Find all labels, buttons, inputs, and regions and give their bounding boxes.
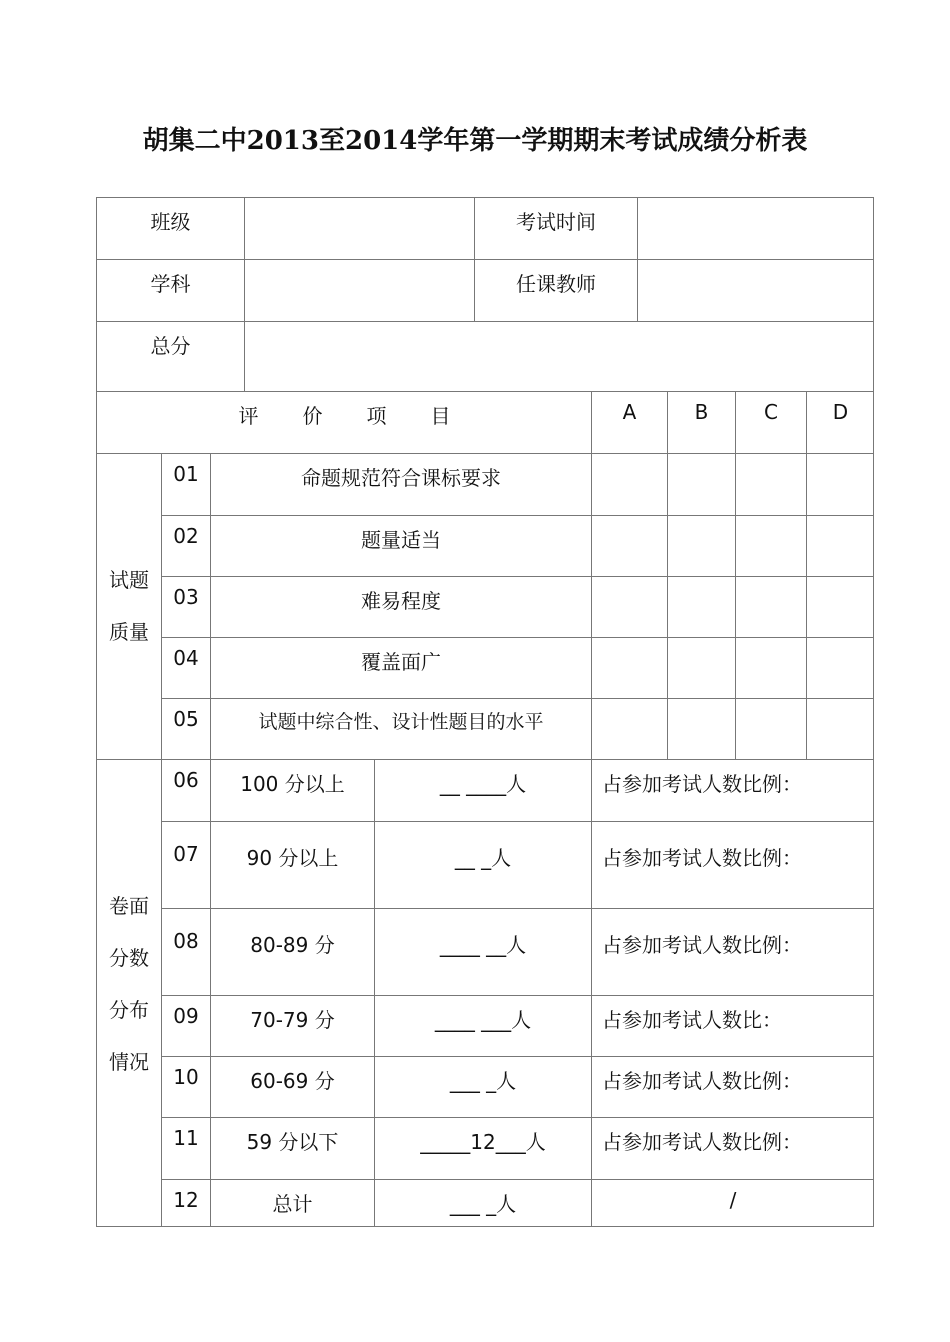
exam-time-value-field[interactable]: [637, 197, 874, 259]
score-label-line2: 分数: [109, 946, 149, 970]
row-number: [161, 1179, 210, 1227]
student-count-text: ____ ___人: [434, 1008, 532, 1032]
quality-item: [210, 637, 591, 698]
grade-b-cell[interactable]: [667, 515, 735, 576]
quality-item: [210, 576, 591, 637]
quality-item-text: 覆盖面广: [361, 650, 441, 674]
grade-b-cell[interactable]: [667, 453, 735, 515]
grade-c-label: C: [764, 400, 778, 424]
ratio-label: 占参加考试人数比例：: [602, 933, 802, 957]
grade-b-header: [667, 391, 735, 453]
score-range-text: 70-79 分: [250, 1008, 335, 1032]
row-number: [161, 698, 210, 759]
row-number-text: 12: [173, 1188, 199, 1212]
score-label-line3: 分布: [109, 998, 149, 1022]
row-number-text: 10: [173, 1065, 199, 1089]
grade-d-cell[interactable]: [806, 576, 874, 637]
grade-c-cell[interactable]: [735, 576, 806, 637]
quality-item-text: 命题规范符合课标要求: [301, 466, 501, 490]
student-count-field[interactable]: [374, 821, 591, 908]
score-range-text: 60-69 分: [250, 1069, 335, 1093]
quality-item: [210, 515, 591, 576]
grade-a-cell[interactable]: [591, 576, 667, 637]
quality-item: [210, 698, 591, 759]
grade-d-cell[interactable]: [806, 637, 874, 698]
ratio-field[interactable]: [591, 908, 874, 995]
row-number-text: 04: [173, 646, 199, 670]
quality-item-text: 试题中综合性、设计性题目的水平: [258, 711, 544, 733]
row-number: [161, 759, 210, 821]
ratio-field[interactable]: [591, 995, 874, 1056]
ratio-label: 占参加考试人数比：: [602, 1008, 782, 1032]
student-count-field[interactable]: [374, 1056, 591, 1117]
ratio-field[interactable]: [591, 1179, 874, 1227]
row-number-text: 07: [173, 842, 199, 866]
total-label: 总分: [150, 334, 191, 358]
grade-c-cell[interactable]: [735, 515, 806, 576]
grade-a-cell[interactable]: [591, 698, 667, 759]
eval-items-title: [97, 400, 592, 429]
exam-time-label-cell: [474, 197, 637, 259]
student-count-text: ___ _人: [449, 1069, 517, 1093]
total-value-field[interactable]: [244, 321, 874, 391]
score-range-text: 80-89 分: [250, 933, 335, 957]
row-number: [161, 908, 210, 995]
class-label: 班级: [150, 210, 191, 234]
row-number: [161, 515, 210, 576]
grade-b-cell[interactable]: [667, 576, 735, 637]
row-number-text: 11: [173, 1126, 199, 1150]
quality-item-text: 难易程度: [361, 589, 441, 613]
quality-label-line2: 质量: [109, 620, 149, 644]
row-number-text: 06: [173, 768, 199, 792]
quality-item-text: 题量适当: [361, 528, 441, 552]
ratio-label: 占参加考试人数比例：: [602, 1130, 802, 1154]
student-count-text: __ ____人: [439, 772, 527, 796]
grade-d-cell[interactable]: [806, 698, 874, 759]
score-range: [210, 1117, 374, 1179]
ratio-label: 占参加考试人数比例：: [602, 772, 802, 796]
row-number: [161, 453, 210, 515]
row-number: [161, 1117, 210, 1179]
eval-label-1: 评: [238, 404, 259, 428]
score-section-label: [96, 759, 161, 1227]
score-range: [210, 1179, 374, 1227]
student-count-text: ____ __人: [439, 933, 527, 957]
score-label-line4: 情况: [109, 1050, 149, 1074]
grade-a-cell[interactable]: [591, 453, 667, 515]
quality-label-line1: 试题: [109, 568, 149, 592]
grade-a-header: [591, 391, 667, 453]
teacher-label-cell: [474, 259, 637, 321]
exam-time-label: 考试时间: [516, 210, 596, 234]
student-count-field[interactable]: [374, 1117, 591, 1179]
subject-label-cell: [96, 259, 244, 321]
grade-c-cell[interactable]: [735, 637, 806, 698]
row-number-text: 08: [173, 929, 199, 953]
row-number: [161, 995, 210, 1056]
student-count-field[interactable]: [374, 908, 591, 995]
grade-c-cell[interactable]: [735, 698, 806, 759]
grade-d-cell[interactable]: [806, 453, 874, 515]
total-label-cell: [96, 321, 244, 391]
score-range: [210, 759, 374, 821]
row-number-text: 01: [173, 462, 199, 486]
row-number: [161, 576, 210, 637]
grade-c-cell[interactable]: [735, 453, 806, 515]
ratio-field[interactable]: [591, 1117, 874, 1179]
class-value-field[interactable]: [244, 197, 474, 259]
student-count-text: _____12___人: [420, 1130, 546, 1154]
score-range-text: 90 分以上: [246, 846, 339, 870]
ratio-label: 占参加考试人数比例：: [602, 1069, 802, 1093]
student-count-text: __ _人: [454, 846, 512, 870]
grade-a-cell[interactable]: [591, 637, 667, 698]
score-range-text: 100 分以上: [240, 772, 345, 796]
grade-b-cell[interactable]: [667, 698, 735, 759]
row-number-text: 02: [173, 524, 199, 548]
eval-items-header: [96, 391, 591, 453]
row-number: [161, 637, 210, 698]
eval-label-4: 目: [430, 404, 451, 428]
teacher-value-field[interactable]: [637, 259, 874, 321]
score-range: [210, 1056, 374, 1117]
ratio-label: 占参加考试人数比例：: [602, 846, 802, 870]
grade-b-label: B: [694, 400, 709, 424]
grade-d-header: [806, 391, 874, 453]
grade-d-cell[interactable]: [806, 515, 874, 576]
score-range-text: 59 分以下: [246, 1130, 339, 1154]
eval-label-3: 项: [366, 404, 387, 428]
row-number: [161, 821, 210, 908]
grade-a-cell[interactable]: [591, 515, 667, 576]
score-range: [210, 821, 374, 908]
ratio-field[interactable]: [591, 1056, 874, 1117]
eval-label-2: 价: [302, 404, 323, 428]
row-number-text: 09: [173, 1004, 199, 1028]
page-title: 胡集二中2013至2014学年第一学期期末考试成绩分析表: [142, 126, 808, 156]
row-number: [161, 1056, 210, 1117]
ratio-field[interactable]: [591, 821, 874, 908]
grade-d-label: D: [832, 400, 849, 424]
student-count-field[interactable]: [374, 995, 591, 1056]
student-count-field[interactable]: [374, 1179, 591, 1227]
grade-c-header: [735, 391, 806, 453]
row-number-text: 03: [173, 585, 199, 609]
subject-value-field[interactable]: [244, 259, 474, 321]
ratio-field[interactable]: [591, 759, 874, 821]
teacher-label: 任课教师: [516, 272, 596, 296]
score-range-text: 总计: [272, 1192, 313, 1216]
subject-label: 学科: [150, 272, 191, 296]
score-label-line1: 卷面: [109, 894, 149, 918]
quality-section-label: [96, 453, 161, 759]
grade-a-label: A: [622, 400, 637, 424]
ratio-label: /: [729, 1188, 737, 1212]
student-count-text: ___ _人: [449, 1192, 517, 1216]
quality-item: [210, 453, 591, 515]
row-number-text: 05: [173, 707, 199, 731]
student-count-field[interactable]: [374, 759, 591, 821]
score-range: [210, 995, 374, 1056]
grade-b-cell[interactable]: [667, 637, 735, 698]
class-label-cell: [96, 197, 244, 259]
score-range: [210, 908, 374, 995]
